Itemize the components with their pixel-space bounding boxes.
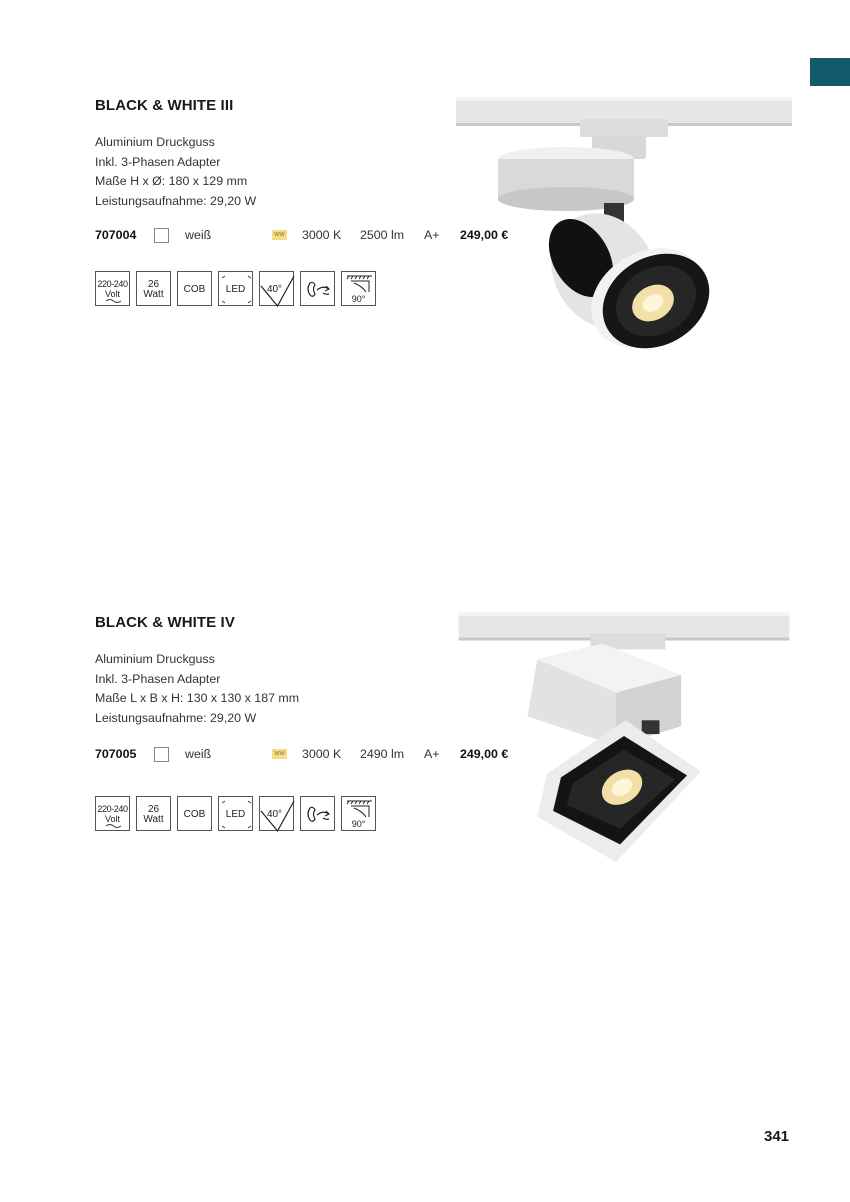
spec-power: Leistungsaufnahme: 29,20 W: [95, 193, 257, 208]
energy-class: A+: [424, 228, 440, 242]
luminous-flux: 2490 lm: [360, 747, 405, 761]
spec-material: Aluminium Druckguss: [95, 652, 215, 666]
product-black-white-iii: [0, 97, 850, 437]
spec-adapter: Inkl. 3-Phasen Adapter: [95, 154, 221, 169]
page-number: 341: [764, 1128, 790, 1145]
beam-angle-icon: 40°: [259, 796, 294, 831]
cob-icon: COB: [177, 796, 212, 831]
product-photo-black-white-iv: [456, 610, 792, 868]
rotate-arrows-icon: [301, 797, 336, 832]
voltage-icon: 220-240 Volt: [95, 796, 130, 831]
rotation-icon: [300, 796, 335, 831]
price: 249,00 €: [460, 747, 509, 761]
color-swatch-checkbox[interactable]: [154, 228, 169, 243]
voltage-icon: 220-240 Volt: [95, 271, 130, 306]
watt-icon: 26 Watt: [136, 796, 171, 831]
tilt-icon: 90°: [341, 796, 376, 831]
color-temperature: 3000 K: [302, 747, 342, 761]
wave-icon: [96, 272, 131, 307]
energy-class: A+: [424, 747, 440, 761]
product-title: BLACK & WHITE III: [95, 97, 234, 114]
product-black-white-iv: [0, 614, 850, 954]
chapter-tab-marker: [810, 58, 850, 86]
price: 249,00 €: [460, 228, 509, 242]
color-temperature: 3000 K: [302, 228, 342, 242]
spec-dimensions: Maße L x B x H: 130 x 130 x 187 mm: [95, 691, 300, 705]
article-number: 707004: [95, 228, 137, 242]
spec-power: Leistungsaufnahme: 29,20 W: [95, 710, 257, 725]
led-icon: LED: [218, 271, 253, 306]
wave-icon: [96, 797, 131, 832]
product-photo-black-white-iii: [456, 93, 792, 351]
beam-angle-icon: 40°: [259, 271, 294, 306]
product-title: BLACK & WHITE IV: [95, 614, 235, 631]
luminous-flux: 2500 lm: [360, 228, 405, 242]
product-specs: [95, 650, 299, 728]
article-number: 707005: [95, 747, 137, 761]
warm-white-badge: WW: [272, 749, 287, 759]
color-label: weiß: [185, 228, 212, 242]
tilt-icon: 90°: [341, 271, 376, 306]
spec-adapter: Inkl. 3-Phasen Adapter: [95, 671, 221, 686]
rotate-arrows-icon: [301, 272, 336, 307]
color-label: weiß: [185, 747, 212, 761]
rotation-icon: [300, 271, 335, 306]
product-specs: [95, 133, 256, 211]
led-icon: LED: [218, 796, 253, 831]
warm-white-badge: WW: [272, 230, 287, 240]
spec-dimensions: Maße H x Ø: 180 x 129 mm: [95, 174, 248, 188]
cob-icon: COB: [177, 271, 212, 306]
watt-icon: 26 Watt: [136, 271, 171, 306]
color-swatch-checkbox[interactable]: [154, 747, 169, 762]
spec-material: Aluminium Druckguss: [95, 135, 215, 149]
